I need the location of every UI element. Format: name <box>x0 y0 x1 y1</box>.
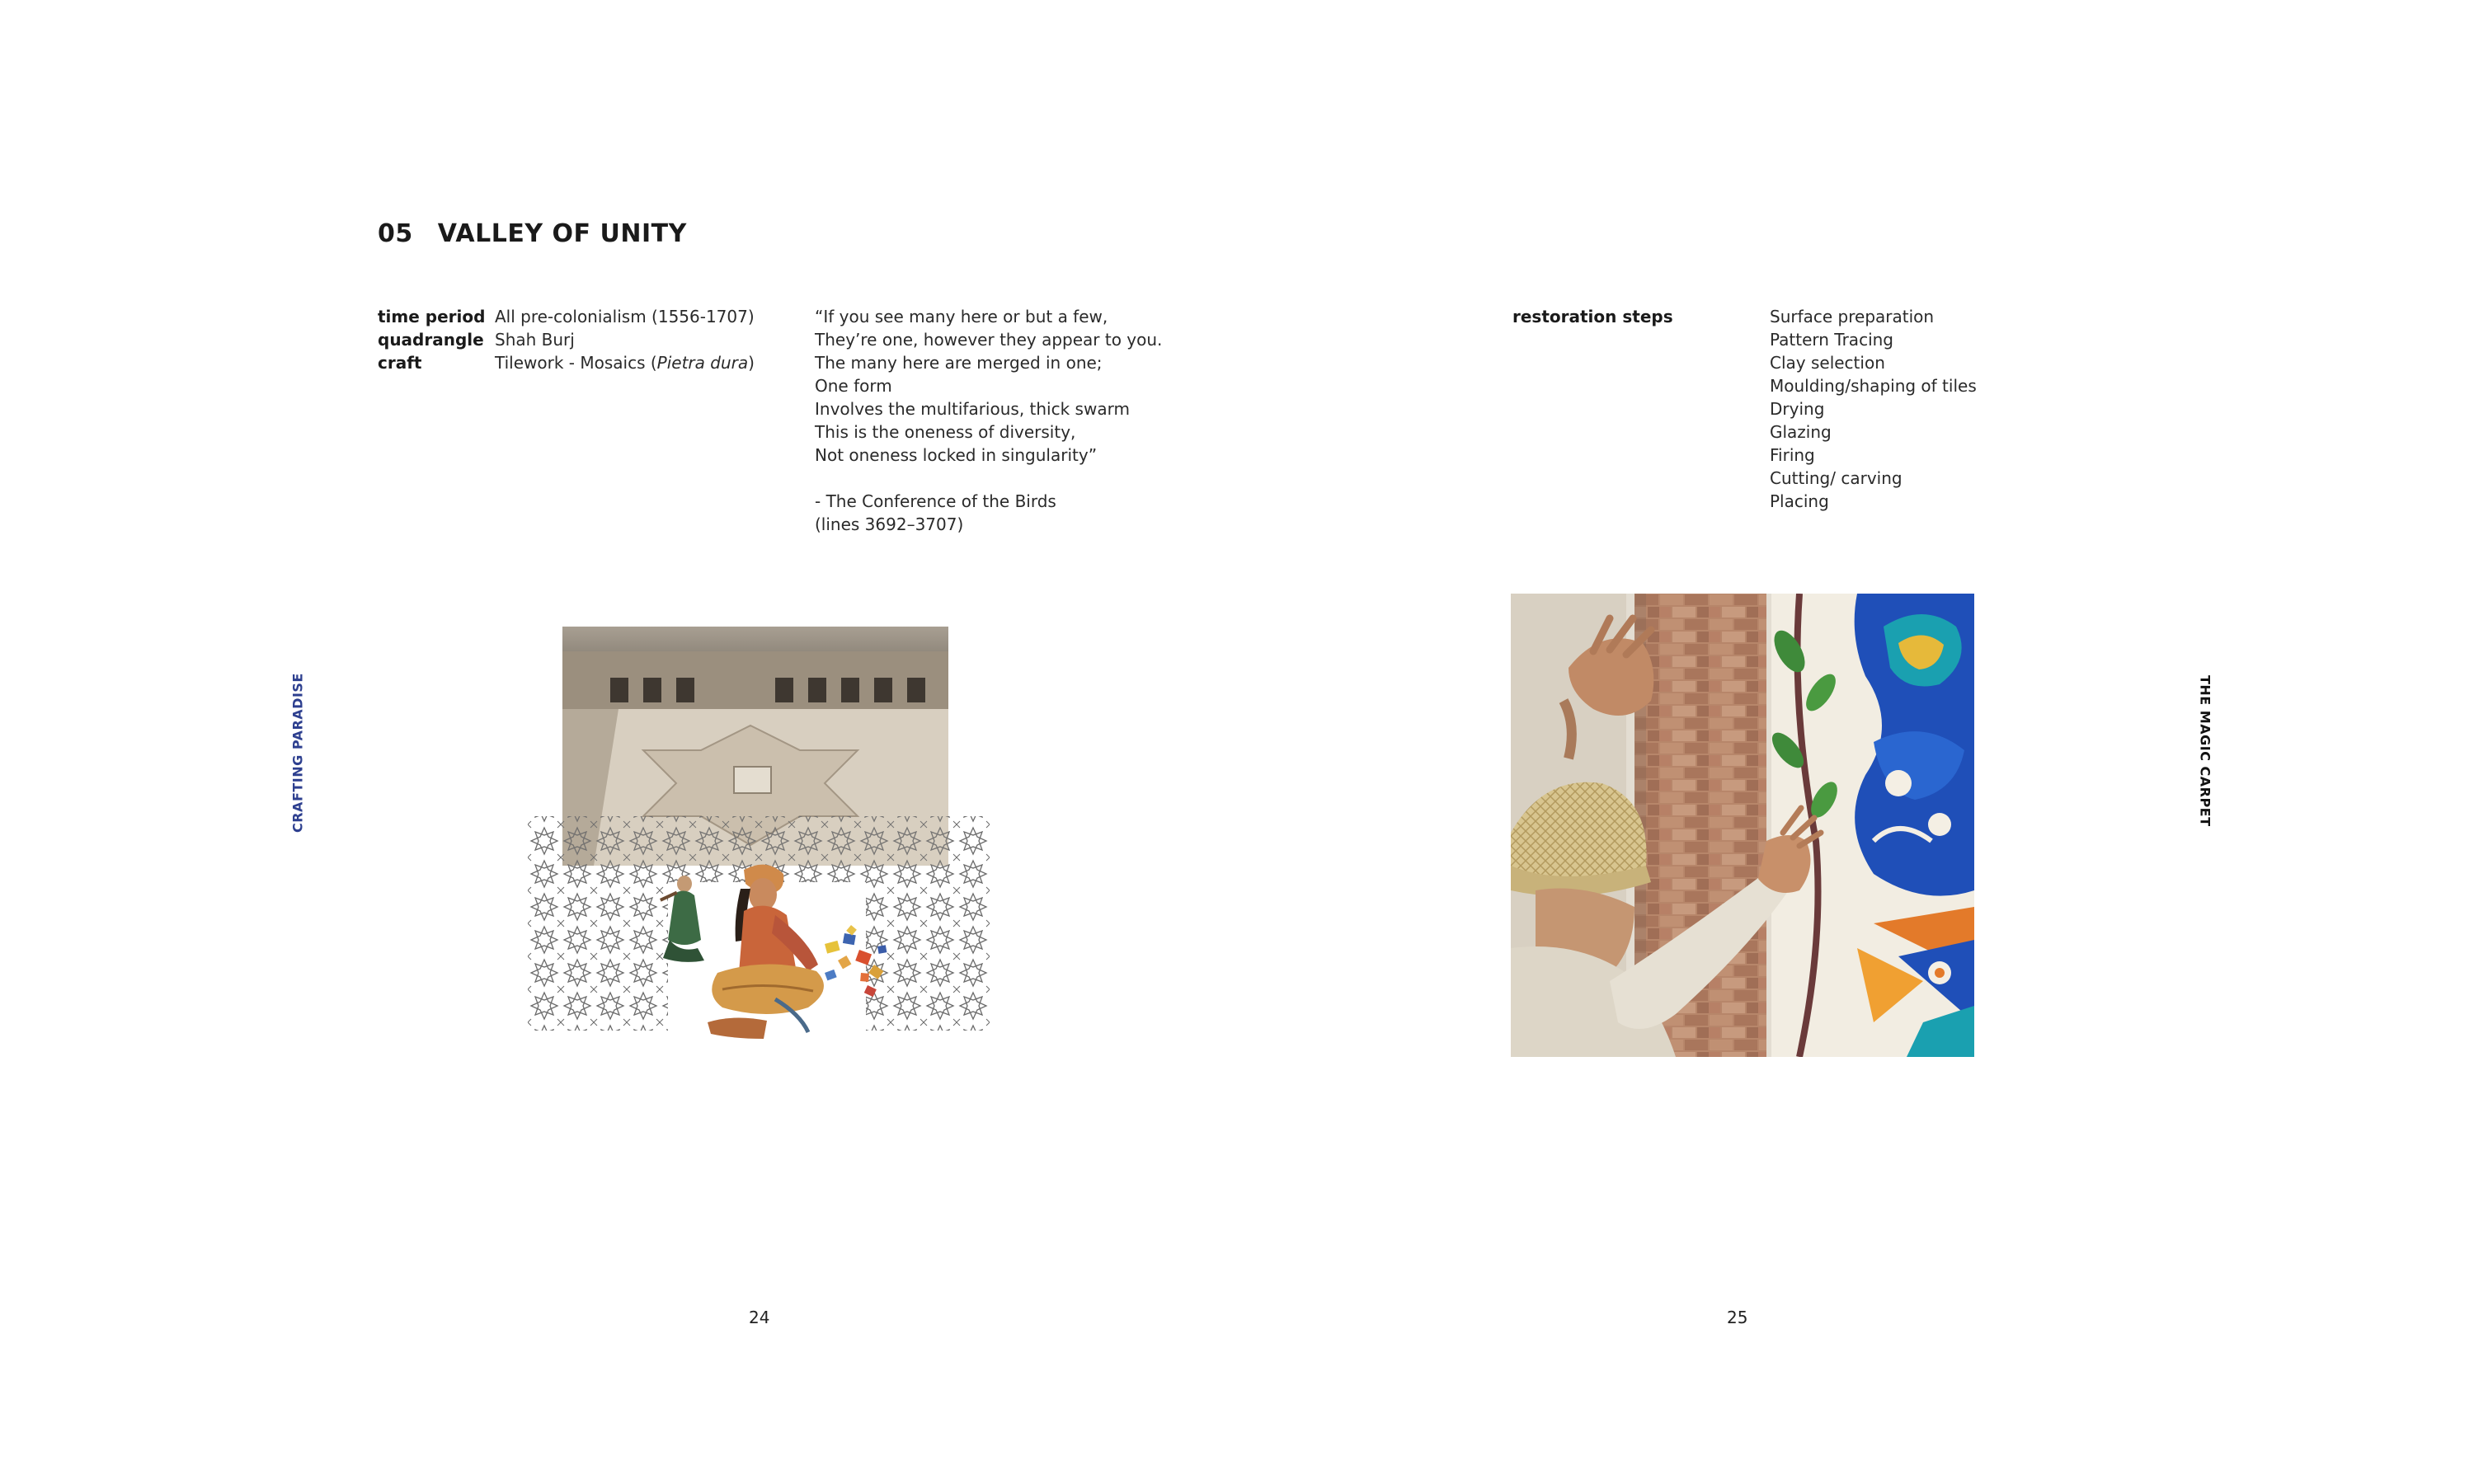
section-number: 05 <box>378 219 413 248</box>
section-title <box>378 219 687 248</box>
tile-restoration-photo <box>1511 594 1974 1057</box>
restoration-step: Glazing <box>1770 422 1832 442</box>
restoration-step: Drying <box>1770 399 1825 419</box>
meta-value: All pre-colonialism (1556-1707) <box>495 307 755 326</box>
artisan-figure-seated <box>708 865 824 1039</box>
poem-lines-ref: (lines 3692–3707) <box>815 514 964 534</box>
craft-italic: Pietra dura <box>656 353 749 373</box>
poem-line: This is the oneness of diversity, <box>815 422 1076 442</box>
side-label-left: CRAFTING PARADISE <box>289 673 306 833</box>
courtyard-photo <box>562 627 948 866</box>
poem-line: The many here are merged in one; <box>815 353 1103 373</box>
section-title-text: VALLEY OF UNITY <box>437 219 687 248</box>
restoration-step: Clay selection <box>1770 353 1885 373</box>
restoration-step: Moulding/shaping of tiles <box>1770 376 1977 396</box>
meta-value <box>495 351 755 374</box>
mosaic-panel <box>1766 594 1974 1057</box>
poem-line: Not oneness locked in singularity” <box>815 445 1098 465</box>
poem-line: They’re one, however they appear to you. <box>815 330 1163 350</box>
restoration-steps-label: restoration steps <box>1512 307 1673 326</box>
craft-suffix: ) <box>748 353 755 373</box>
meta-row-time-period <box>378 305 755 328</box>
poem-source: - The Conference of the Birds <box>815 491 1056 511</box>
meta-value: Shah Burj <box>495 330 575 350</box>
restoration-step: Cutting/ carving <box>1770 468 1903 488</box>
restoration-step: Surface preparation <box>1770 307 1935 326</box>
courtyard-collage <box>528 627 990 1055</box>
poem-line: Involves the multifarious, thick swarm <box>815 399 1130 419</box>
restoration-step: Firing <box>1770 445 1815 465</box>
meta-table <box>378 305 755 374</box>
restoration-step: Pattern Tracing <box>1770 330 1893 350</box>
meta-label: quadrangle <box>378 330 484 350</box>
poem-line: One form <box>815 376 892 396</box>
page-number-left: 24 <box>749 1308 770 1327</box>
poem-line: “If you see many here or but a few, <box>815 307 1108 326</box>
meta-row-craft <box>378 351 755 374</box>
meta-label: craft <box>378 353 422 373</box>
side-label-right: THE MAGIC CARPET <box>2197 675 2213 827</box>
page-number-right: 25 <box>1727 1308 1748 1327</box>
meta-label: time period <box>378 307 486 326</box>
poem-quote <box>815 305 1162 536</box>
poem-gap <box>815 467 1162 490</box>
meta-row-quadrangle <box>378 328 755 351</box>
craft-prefix: Tilework - Mosaics ( <box>495 353 657 373</box>
restoration-step: Placing <box>1770 491 1829 511</box>
restoration-steps-list <box>1770 305 1977 513</box>
